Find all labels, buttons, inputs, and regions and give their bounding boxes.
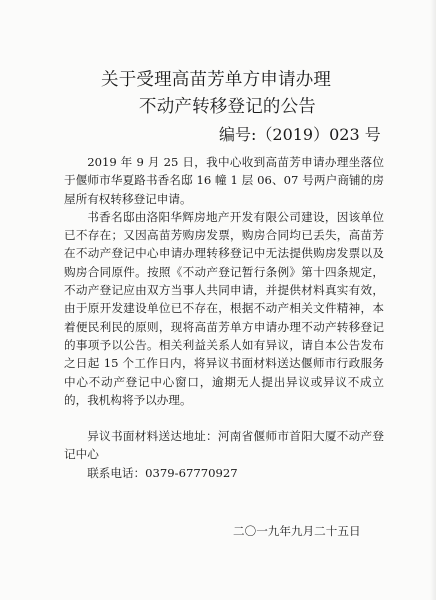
- contact-phone: 联系电话：0379-67770927: [87, 465, 238, 480]
- paragraph-receipt: 2019 年 9 月 25 日，我中心收到高苗芳申请办理坐落位于偃师市华夏路书香名邸 16 幢 1 层 06、07 号两户商铺的房屋所有权转移登记申请。: [64, 155, 384, 206]
- spacer: [64, 409, 384, 427]
- document-number: 编号:（2019）023 号: [219, 125, 381, 144]
- title-line-1: 关于受理高苗芳单方申请办理: [101, 70, 332, 90]
- notice-date: 二〇一九年九月二十五日: [233, 524, 361, 538]
- notice-body: [64, 153, 384, 482]
- scan-edge-shadow: [430, 0, 436, 600]
- title-line-2: 不动产转移登记的公告: [139, 97, 316, 117]
- paragraph-address: 异议书面材料送达地址：河南省偃师市首阳大厦不动产登记中心: [64, 429, 384, 462]
- paragraph-details: 书香名邸由洛阳华辉房地产开发有限公司建设，因该单位已不存在；又因高苗芳购房发票，购房合同均已丢失，高苗芳在不动产登记中心申请办理转移登记中无法提供购房发票以及购房合同原件。按照《不动产登记暂行条例》第十四条规定，不动产登记应由双方当事人共同申请，并提供材料真实有效，由于原开发建设单位已不存在，根据不动产相关文件精神，本着便民利民的原则，现将高苗芳单方申请办理不动产转移登记的事项予以公告。相关利益关系人如有异议，请自本公告发布之日起 15 个工作日内，将异议书面材料送达偃师市行政服务中心不动产登记中心窗口，逾期无人提出异议或异议不成立的，我机构将予以办理。: [64, 209, 384, 407]
